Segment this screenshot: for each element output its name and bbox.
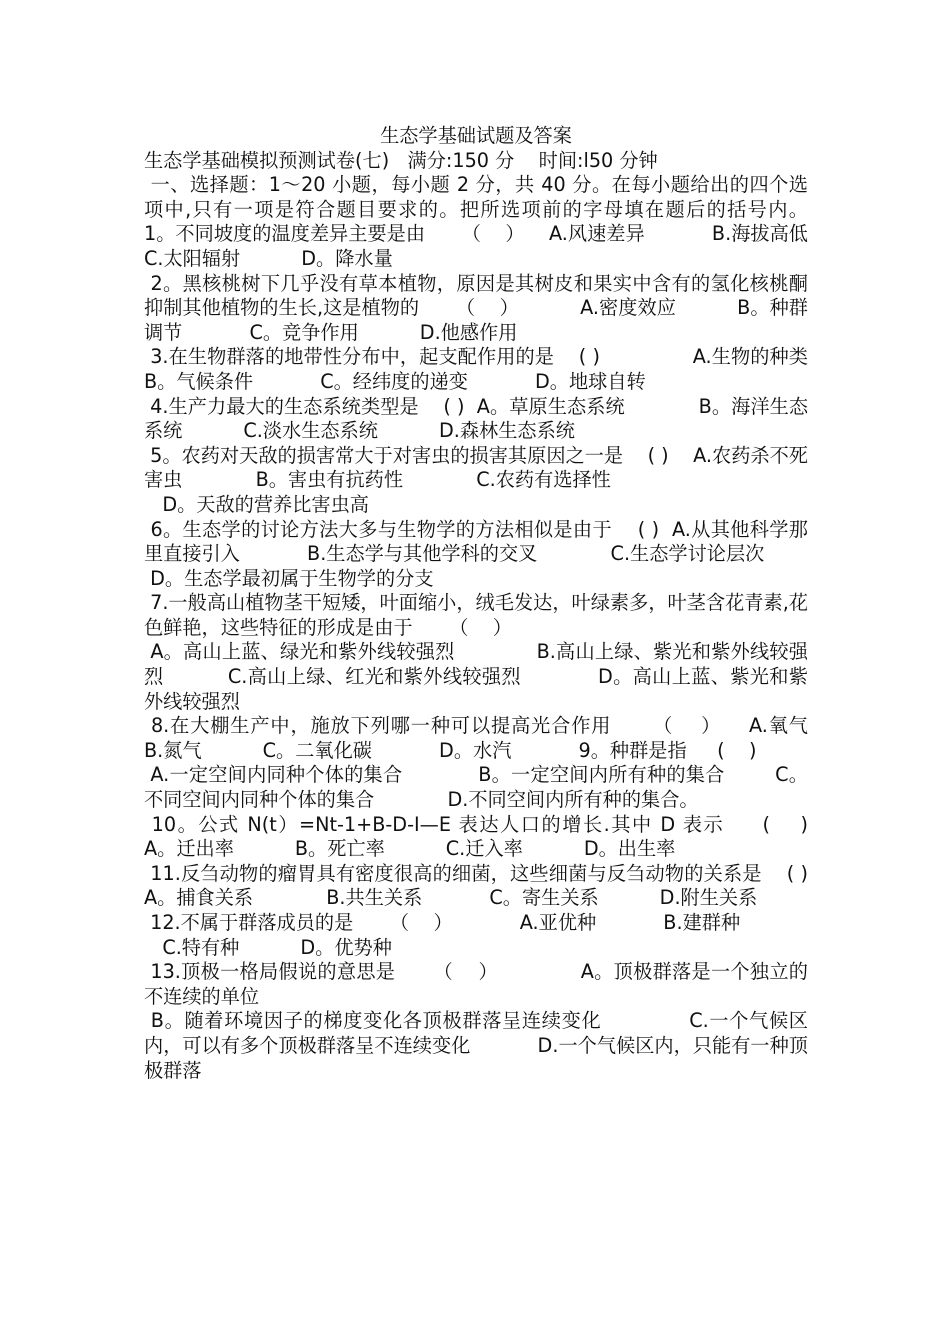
paragraph: A。高山上蓝、绿光和紫外线较强烈 B.高山上绿、紫光和紫外线较强烈 C.高山上绿、红光和紫外线较强烈 D。高山上蓝、紫光和紫外线较强烈 xyxy=(144,640,808,713)
paragraph: 7.一般高山植物茎干短矮，叶面缩小，绒毛发达，叶绿素多，叶茎含花青素,花色鲜艳，这些特征的形成是由于 （ ） xyxy=(144,591,808,639)
paragraph: 13.顶极一格局假说的意思是 （ ） A。顶极群落是一个独立的不连续的单位 xyxy=(144,960,808,1008)
paragraph: 8.在大棚生产中，施放下列哪一种可以提高光合作用 （ ） A.氧气 B.氮气 C。二氧化碳 D。水汽 9。种群是指 ( ) xyxy=(144,714,869,762)
paragraph: D。天敌的营养比害虫高 xyxy=(144,492,369,516)
paragraph: 一、选择题：1～20 小题，每小题 2 分，共 40 分。在每小题给出的四个选项中,只有一项是符合题目要求的。把所选项前的字母填在题后的括号内。 1。不同坡度的温度差异主要是由 （ ） A.风速差异 B.海拔高低 C.太阳辐射 D。降水量 xyxy=(144,173,876,270)
document-page xyxy=(144,124,876,1083)
paragraph: 6。生态学的讨论方法大多与生物学的方法相似是由于 ( ) A.从其他科学那里直接引入 B.生态学与其他学科的交叉 C.生态学讨论层次 xyxy=(144,517,808,566)
paragraph: 4.生产力最大的生态系统类型是 ( ) A。草原生态系统 B。海洋生态系统 C.淡水生态系统 D.森林生态系统 xyxy=(144,394,809,443)
paragraph: 5。农药对天敌的损害常大于对害虫的损害其原因之一是 ( ) A.农药杀不死害虫 B。害虫有抗药性 C.农药有选择性 xyxy=(144,443,808,492)
paragraph: D。生态学最初属于生物学的分支 xyxy=(144,566,434,590)
paragraph: A.一定空间内同种个体的集合 B。一定空间内所有种的集合 C。不同空间内同种个体的集合 D.不同空间内所有种的集合。 xyxy=(144,763,808,812)
paragraph: 3.在生物群落的地带性分布中，起支配作用的是 ( ) A.生物的种类 B。气候条件 C。经纬度的递变 D。地球自转 xyxy=(144,345,869,393)
paragraph: C.特有种 D。优势种 xyxy=(144,935,392,959)
paragraph: 12.不属于群落成员的是 （ ） A.亚优种 B.建群种 xyxy=(144,911,741,934)
paragraph: B。随着环境因子的梯度变化各顶极群落呈连续变化 C.一个气候区内，可以有多个顶极群落呈不连续变化 D.一个气候区内，只能有一种顶极群落 xyxy=(144,1009,808,1082)
paragraph: 11.反刍动物的瘤胃具有密度很高的细菌，这些细菌与反刍动物的关系是 ( ) A。捕食关系 B.共生关系 C。寄生关系 D.附生关系 xyxy=(144,861,869,910)
document-body xyxy=(144,148,876,1084)
paragraph: 生态学基础模拟预测试卷(七) 满分:150 分 时间:l50 分钟 xyxy=(144,148,658,172)
document-title: 生态学基础试题及答案 xyxy=(380,124,572,147)
paragraph: 10。公式 N(t）=Nt-1+B-D-I—E 表达人口的增长.其中 D 表示 ( ) A。迁出率 B。死亡率 C.迁入率 D。出生率 xyxy=(144,812,833,861)
paragraph: 2。黑核桃树下几乎没有草本植物，原因是其树皮和果实中含有的氢化核桃酮抑制其他植物的生长,这是植物的 （ ） A.密度效应 B。种群调节 C。竞争作用 D.他感作用 xyxy=(144,271,808,344)
